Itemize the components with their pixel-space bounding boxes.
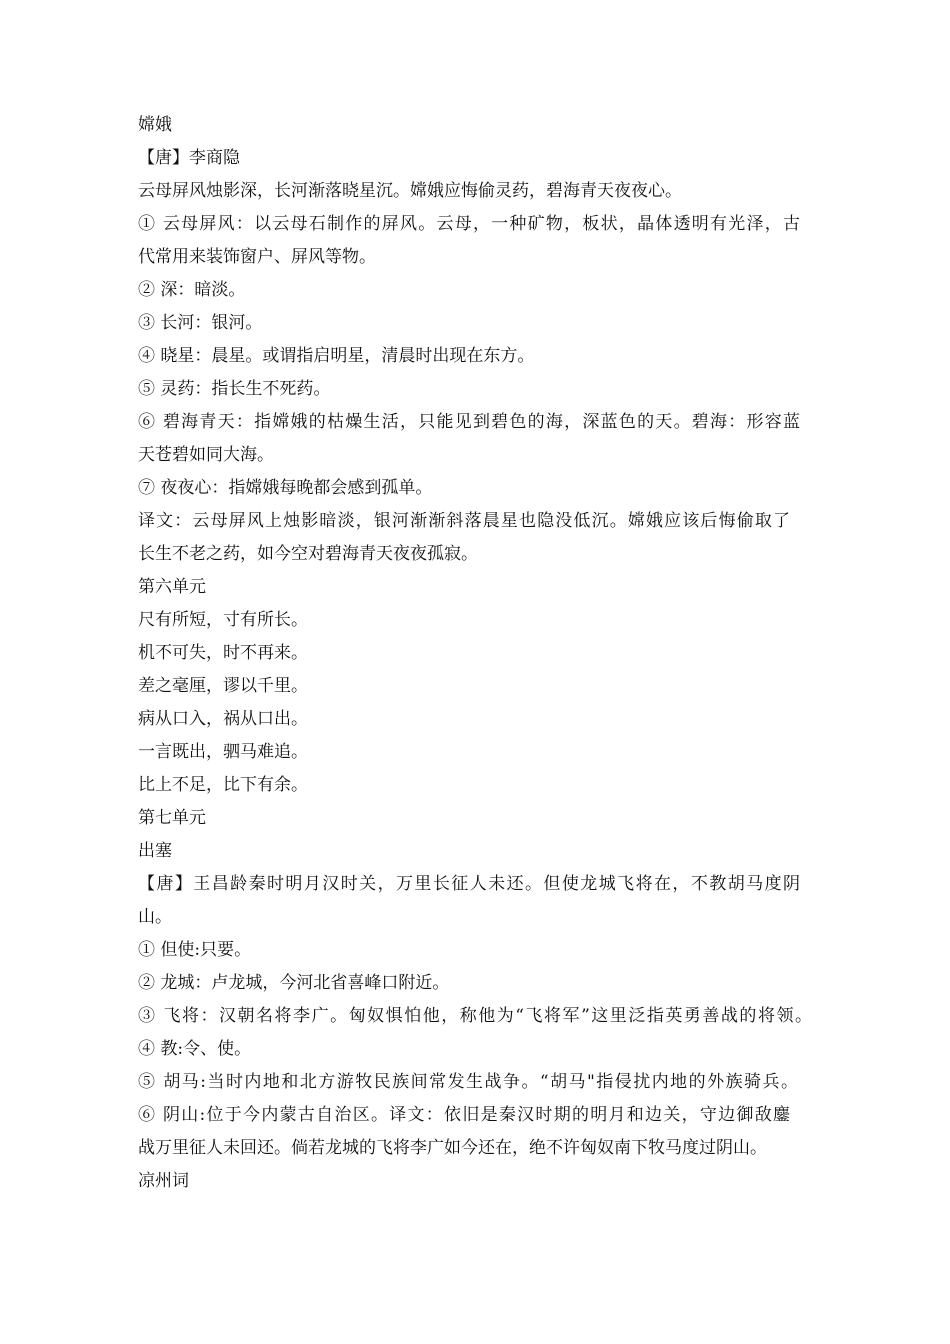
proverb-1: 尺有所短，寸有所长。 <box>138 610 308 630</box>
chusai-note-6: ⑥ 阴山:位于今内蒙古自治区。译文：依旧是秦汉时期的明月和边关，守边御敌鏖 <box>138 1105 790 1125</box>
note-2: ② 深：暗淡。 <box>138 280 246 300</box>
chusai-note-2: ② 龙城：卢龙城，今河北省喜峰口附近。 <box>138 973 450 993</box>
translation: 译文：云母屏风上烛影暗淡，银河渐渐斜落晨星也隐没低沉。嫦娥应该后悔偷取了 <box>138 511 790 531</box>
chusai-note-1: ① 但使:只要。 <box>138 940 252 960</box>
note-7: ⑦ 夜夜心：指嫦娥每晚都会感到孤单。 <box>138 478 433 498</box>
proverb-2: 机不可失，时不再来。 <box>138 643 308 663</box>
translation-cont: 长生不老之药，如今空对碧海青天夜夜孤寂。 <box>138 544 478 564</box>
poem-title-change: 嫦娥 <box>138 115 172 135</box>
note-1-cont: 代常用来装饰窗户、屏风等物。 <box>138 247 376 267</box>
note-5: ⑤ 灵药：指长生不死药。 <box>138 379 331 399</box>
chusai-text: 【唐】王昌龄秦时明月汉时关，万里长征人未还。但使龙城飞将在，不教胡马度阴 <box>138 874 800 894</box>
poem-author-line: 【唐】李商隐 <box>138 148 240 168</box>
note-6-cont: 天苍碧如同大海。 <box>138 445 274 465</box>
chusai-translation-cont: 战万里征人未回还。倘若龙城的飞将李广如今还在，绝不许匈奴南下牧马度过阴山。 <box>138 1138 767 1158</box>
proverb-4: 病从口入，祸从口出。 <box>138 709 308 729</box>
document-body <box>138 109 818 1198</box>
proverb-5: 一言既出，驷马难追。 <box>138 742 308 762</box>
note-3: ③ 长河：银河。 <box>138 313 263 333</box>
chusai-note-4: ④ 教:令、使。 <box>138 1039 252 1059</box>
chusai-note-3: ③ 飞将：汉朝名将李广。匈奴惧怕他，称他为“飞将军”这里泛指英勇善战的将领。 <box>138 1006 812 1026</box>
note-1: ① 云母屏风：以云母石制作的屏风。云母，一种矿物，板状，晶体透明有光泽，古 <box>138 214 800 234</box>
unit-seven-heading: 第七单元 <box>138 808 206 828</box>
poem-title-chusai: 出塞 <box>138 841 172 861</box>
note-6: ⑥ 碧海青天：指嫦娥的枯燥生活，只能见到碧色的海，深蓝色的天。碧海：形容蓝 <box>138 412 800 432</box>
chusai-note-5: ⑤ 胡马:当时内地和北方游牧民族间常发生战争。“胡马"指侵扰内地的外族骑兵。 <box>138 1072 798 1092</box>
proverb-6: 比上不足，比下有余。 <box>138 775 308 795</box>
proverb-3: 差之毫厘，谬以千里。 <box>138 676 308 696</box>
chusai-text-cont: 山。 <box>138 907 172 927</box>
unit-six-heading: 第六单元 <box>138 577 206 597</box>
note-4: ④ 晓星：晨星。或谓指启明星，清晨时出现在东方。 <box>138 346 535 366</box>
poem-text: 云母屏风烛影深，长河渐落晓星沉。嫦娥应悔偷灵药，碧海青天夜夜心。 <box>138 181 682 201</box>
poem-title-liangzhouci: 凉州词 <box>138 1171 189 1191</box>
